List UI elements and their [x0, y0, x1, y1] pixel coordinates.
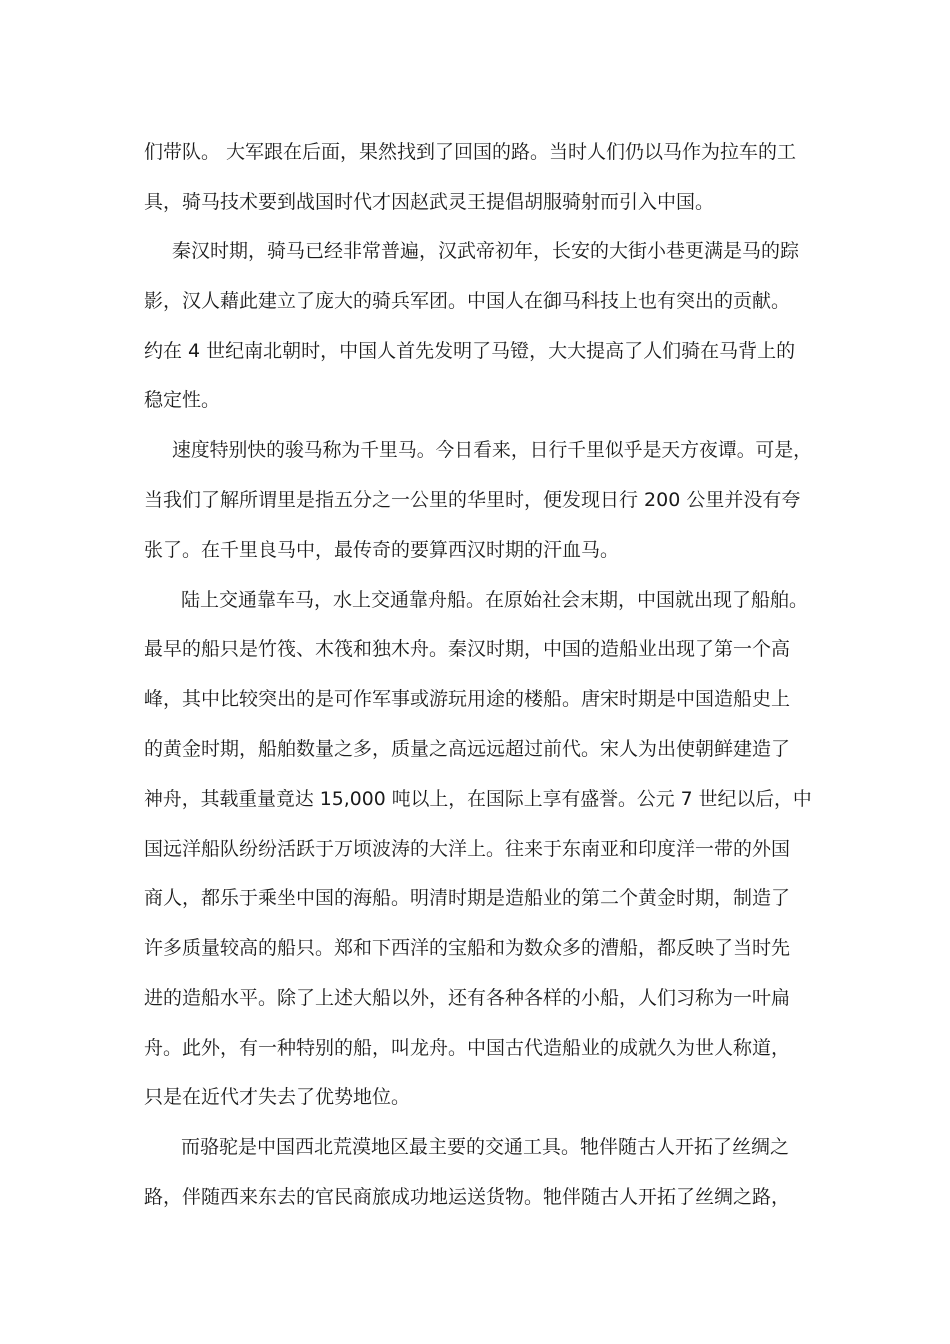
text-line: 许多质量较高的船只。郑和下西洋的宝船和为数众多的漕船，都反映了当时先 — [144, 937, 791, 959]
paragraph-start-line: 速度特别快的骏马称为千里马。今日看来，日行千里似乎是天方夜谭。可是， — [172, 439, 813, 461]
text-line: 具，骑马技术要到战国时代才因赵武灵王提倡胡服骑射而引入中国。 — [144, 191, 715, 213]
text-line: 只是在近代才失去了优势地位。 — [144, 1086, 411, 1108]
text-line: 最早的船只是竹筏、木筏和独木舟。秦汉时期，中国的造船业出现了第一个高 — [144, 638, 791, 660]
text-line: 国远洋船队纷纷活跃于万顷波涛的大洋上。往来于东南亚和印度洋一带的外国 — [144, 838, 791, 860]
text-line: 进的造船水平。除了上述大船以外，还有各种各样的小船，人们习称为一叶扁 — [144, 987, 791, 1009]
text-line: 张了。在千里良马中，最传奇的要算西汉时期的汗血马。 — [144, 539, 620, 561]
text-line: 神舟，其载重量竟达 15,000 吨以上，在国际上享有盛誉。公元 7 世纪以后，中 — [144, 788, 812, 810]
paragraph-start-line: 陆上交通靠车马，水上交通靠舟船。在原始社会末期，中国就出现了船舶。 — [181, 589, 809, 611]
paragraph-start-line: 秦汉时期，骑马已经非常普遍，汉武帝初年，长安的大街小巷更满是马的踪 — [172, 240, 800, 262]
text-line: 影，汉人藉此建立了庞大的骑兵军团。中国人在御马科技上也有突出的贡献。 — [144, 290, 791, 312]
text-line: 稳定性。 — [144, 389, 221, 411]
text-line: 峰，其中比较突出的是可作军事或游玩用途的楼船。唐宋时期是中国造船史上 — [144, 688, 791, 710]
text-line: 商人，都乐于乘坐中国的海船。明清时期是造船业的第二个黄金时期，制造了 — [144, 887, 791, 909]
text-line: 的黄金时期，船舶数量之多，质量之高远远超过前代。宋人为出使朝鲜建造了 — [144, 738, 791, 760]
text-line: 舟。此外，有一种特别的船，叫龙舟。中国古代造船业的成就久为世人称道， — [144, 1037, 791, 1059]
paragraph-start-line: 而骆驼是中国西北荒漠地区最主要的交通工具。牠伴随古人开拓了丝绸之 — [181, 1136, 790, 1158]
text-line: 约在 4 世纪南北朝时，中国人首先发明了马镫，大大提高了人们骑在马背上的 — [144, 340, 796, 362]
text-line: 路，伴随西来东去的官民商旅成功地运送货物。牠伴随古人开拓了丝绸之路， — [144, 1186, 791, 1208]
text-line: 当我们了解所谓里是指五分之一公里的华里时，便发现日行 200 公里并没有夸 — [144, 489, 801, 511]
text-line: 们带队。 大军跟在后面，果然找到了回国的路。当时人们仍以马作为拉车的工 — [144, 141, 797, 163]
